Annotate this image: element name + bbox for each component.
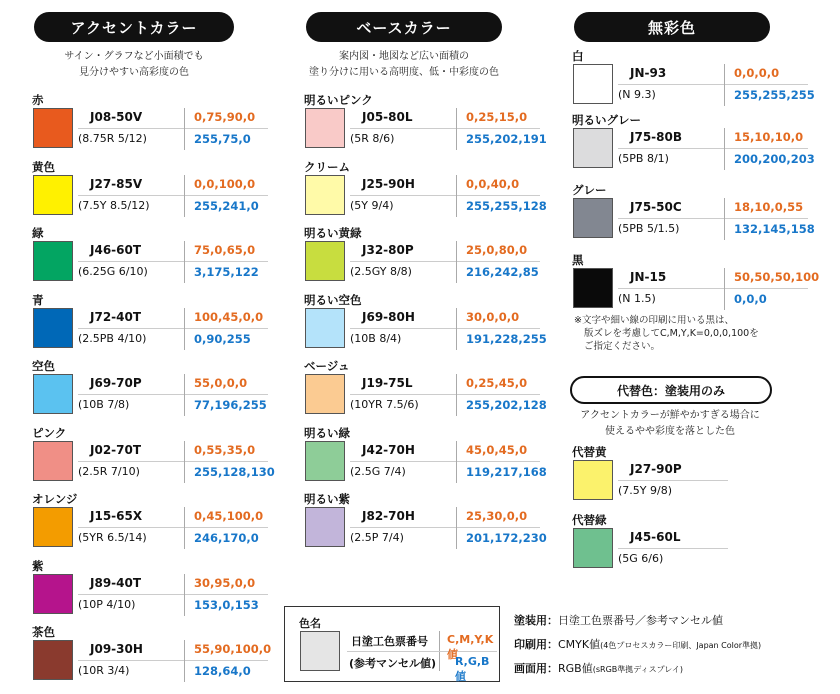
- color-entry: [32, 491, 272, 557]
- divider: [724, 128, 725, 170]
- usage-text: CMYK値: [558, 638, 601, 651]
- divider: [350, 461, 540, 462]
- color-name: 明るいピンク: [304, 93, 373, 107]
- cmyk-value: 0,55,35,0: [194, 442, 256, 457]
- divider: [618, 148, 808, 149]
- munsell-value: (N 1.5): [618, 292, 656, 305]
- divider: [456, 374, 457, 416]
- color-name: 代替黄: [572, 445, 607, 459]
- divider: [618, 548, 728, 549]
- divider: [184, 374, 185, 416]
- legend-name: 色名: [299, 617, 321, 630]
- color-entry: [32, 558, 272, 624]
- munsell-value: (5Y 9/4): [350, 198, 394, 212]
- legend-rgb: R,G,B値: [455, 655, 490, 683]
- legend-munsell: (参考マンセル値): [349, 657, 437, 670]
- color-code: J32-80P: [362, 243, 414, 257]
- divider: [78, 261, 268, 262]
- color-code: J09-30H: [90, 642, 143, 656]
- divider: [350, 128, 540, 129]
- color-code: J27-85V: [90, 176, 143, 191]
- color-code: J27-90P: [630, 462, 682, 476]
- color-name: 明るいグレー: [572, 113, 641, 127]
- munsell-value: (5YR 6.5/14): [78, 531, 147, 544]
- divider: [78, 394, 268, 395]
- color-code: J45-60L: [630, 530, 681, 544]
- color-swatch: [305, 308, 345, 348]
- cmyk-value: 25,0,80,0: [466, 243, 528, 257]
- rgb-value: 255,241,0: [194, 198, 259, 213]
- cmyk-value: 0,0,40,0: [466, 176, 520, 191]
- color-code: J75-80B: [630, 130, 682, 144]
- rgb-value: 77,196,255: [194, 398, 267, 412]
- color-swatch: [573, 64, 613, 104]
- color-code: J72-40T: [90, 309, 142, 324]
- color-entry: [32, 358, 272, 424]
- munsell-value: (10P 4/10): [78, 597, 136, 611]
- munsell-value: (10R 3/4): [78, 664, 130, 677]
- munsell-value: (5G 6/6): [618, 552, 664, 565]
- base-section-title: ベースカラー: [306, 12, 502, 42]
- color-entry: [304, 358, 547, 424]
- color-entry: [572, 112, 815, 178]
- achromatic-section-title: 無彩色: [574, 12, 770, 42]
- cmyk-value: 0,25,15,0: [466, 110, 528, 124]
- divider: [78, 527, 268, 528]
- divider: [184, 507, 185, 549]
- divider: [724, 64, 725, 106]
- divider: [350, 195, 540, 196]
- divider: [184, 441, 185, 483]
- rgb-value: 246,170,0: [194, 531, 259, 545]
- rgb-value: 128,64,0: [194, 664, 251, 678]
- base-subtitle-line: 案内図・地図など広い面積の: [339, 51, 469, 62]
- divider: [618, 84, 808, 85]
- legend-cmyk: C,M,Y,K値: [447, 633, 494, 661]
- color-code: J69-80H: [362, 309, 415, 324]
- munsell-value: (10B 7/8): [78, 398, 130, 411]
- color-name: 黒: [572, 253, 584, 267]
- color-swatch: [33, 507, 73, 547]
- color-swatch: [305, 507, 345, 547]
- usage-note: (sRGB準拠ディスプレイ): [592, 665, 684, 674]
- color-entry: [32, 425, 275, 491]
- color-name: ベージュ: [304, 359, 350, 373]
- color-code: JN-15: [630, 270, 667, 284]
- munsell-value: (7.5Y 9/8): [618, 484, 672, 497]
- rgb-value: 119,217,168: [466, 464, 547, 479]
- rgb-value: 255,255,255: [734, 88, 815, 102]
- munsell-value: (2.5G 7/4): [350, 464, 406, 478]
- color-name: 赤: [32, 93, 44, 107]
- usage-text: 日塗工色票番号／参考マンセル値: [558, 614, 723, 627]
- cmyk-value: 0,25,45,0: [466, 376, 528, 390]
- usage-label: 画面用：: [514, 662, 558, 675]
- legend-box: [284, 606, 500, 682]
- color-swatch: [33, 308, 73, 348]
- color-entry: [304, 292, 547, 358]
- color-code: J82-70H: [362, 509, 415, 523]
- divider: [456, 108, 457, 150]
- color-swatch: [33, 640, 73, 680]
- color-entry: [304, 491, 547, 557]
- cmyk-value: 0,0,0,0: [734, 66, 780, 80]
- rgb-value: 255,255,128: [466, 198, 547, 213]
- divider: [456, 507, 457, 549]
- usage-line: [514, 612, 723, 628]
- color-name: 黄色: [32, 159, 55, 174]
- rgb-value: 0,90,255: [194, 331, 251, 346]
- color-swatch: [33, 108, 73, 148]
- color-swatch: [305, 108, 345, 148]
- color-code: J08-50V: [90, 110, 143, 124]
- color-entry: [32, 225, 272, 291]
- usage-label: 印刷用：: [514, 638, 558, 651]
- color-code: J19-75L: [362, 376, 413, 390]
- rgb-value: 200,200,203: [734, 152, 815, 166]
- usage-line: [514, 660, 683, 676]
- color-swatch: [33, 574, 73, 614]
- color-name: グレー: [572, 183, 607, 197]
- divider: [456, 175, 457, 217]
- divider: [184, 308, 185, 350]
- black-note-line: ※文字や細い線の印刷に用いる黒は、: [574, 315, 734, 326]
- rgb-value: 255,75,0: [194, 132, 251, 146]
- usage-label: 塗装用：: [514, 614, 558, 627]
- divider: [724, 268, 725, 310]
- color-swatch: [573, 198, 613, 238]
- divider: [78, 594, 268, 595]
- cmyk-value: 75,0,65,0: [194, 243, 256, 257]
- cmyk-value: 30,95,0,0: [194, 575, 256, 590]
- substitute-subtitle-line: アクセントカラーが鮮やかすぎる場合に: [580, 410, 760, 421]
- rgb-value: 153,0,153: [194, 597, 259, 612]
- cmyk-value: 18,10,0,55: [734, 200, 804, 214]
- munsell-value: (7.5Y 8.5/12): [78, 198, 150, 212]
- munsell-value: (2.5R 7/10): [78, 464, 140, 478]
- divider: [456, 441, 457, 483]
- color-name: 紫: [32, 558, 44, 573]
- divider: [350, 527, 540, 528]
- cmyk-value: 50,50,50,100: [734, 270, 820, 284]
- cmyk-value: 25,30,0,0: [466, 509, 528, 523]
- legend-swatch: [300, 631, 340, 671]
- divider: [78, 328, 268, 329]
- munsell-value: (8.75R 5/12): [78, 132, 147, 145]
- color-entry: [32, 159, 272, 225]
- rgb-value: 0,0,0: [734, 292, 767, 306]
- substitute-subtitle-line: 使えるやや彩度を落とした色: [605, 426, 735, 437]
- divider: [78, 195, 268, 196]
- color-name: ピンク: [32, 425, 67, 440]
- color-name: 明るい緑: [304, 425, 350, 440]
- divider: [350, 261, 540, 262]
- color-code: J42-70H: [362, 442, 415, 457]
- munsell-value: (10YR 7.5/6): [350, 398, 419, 411]
- color-entry: [304, 92, 547, 158]
- divider: [456, 308, 457, 350]
- color-name: 明るい紫: [304, 492, 350, 506]
- divider: [184, 241, 185, 283]
- cmyk-value: 55,90,100,0: [194, 642, 272, 656]
- divider: [184, 175, 185, 217]
- munsell-value: (N 9.3): [618, 88, 656, 101]
- rgb-value: 216,242,85: [466, 265, 539, 279]
- color-swatch: [33, 241, 73, 281]
- color-code: J75-50C: [630, 200, 682, 214]
- munsell-value: (6.25G 6/10): [78, 265, 148, 278]
- divider: [724, 198, 725, 240]
- divider: [350, 328, 540, 329]
- base-subtitle-line: 塗り分けに用いる高明度、低・中彩度の色: [309, 67, 499, 78]
- color-entry: [572, 444, 812, 510]
- color-swatch: [305, 374, 345, 414]
- usage-text: RGB値: [558, 662, 593, 675]
- rgb-value: 255,202,128: [466, 398, 547, 412]
- color-entry: [32, 292, 272, 358]
- divider: [618, 218, 808, 219]
- color-code: J69-70P: [90, 376, 142, 390]
- color-swatch: [33, 374, 73, 414]
- cmyk-value: 0,0,100,0: [194, 176, 256, 191]
- color-swatch: [573, 128, 613, 168]
- color-code: J25-90H: [362, 176, 415, 191]
- cmyk-value: 0,45,100,0: [194, 509, 264, 523]
- color-name: 青: [32, 292, 44, 307]
- color-entry: [32, 624, 272, 690]
- color-entry: [572, 252, 820, 318]
- color-name: クリーム: [304, 159, 350, 174]
- color-name: 代替緑: [572, 513, 607, 527]
- divider: [78, 660, 268, 661]
- color-code: J02-70T: [90, 442, 142, 457]
- color-entry: [32, 92, 272, 158]
- color-swatch: [33, 175, 73, 215]
- munsell-value: (2.5P 7/4): [350, 531, 404, 544]
- color-swatch: [305, 441, 345, 481]
- munsell-value: (2.5GY 8/8): [350, 265, 412, 278]
- cmyk-value: 55,0,0,0: [194, 376, 248, 390]
- divider: [184, 640, 185, 682]
- accent-subtitle-line: サイン・グラフなど小面積でも: [64, 51, 204, 62]
- color-code: J05-80L: [362, 110, 413, 124]
- munsell-value: (5R 8/6): [350, 132, 395, 145]
- divider: [350, 394, 540, 395]
- color-entry: [572, 512, 812, 578]
- color-name: オレンジ: [32, 492, 78, 506]
- color-swatch: [305, 175, 345, 215]
- cmyk-value: 30,0,0,0: [466, 309, 520, 324]
- accent-subtitle-line: 見分けやすい高彩度の色: [79, 67, 189, 78]
- divider: [618, 288, 808, 289]
- color-code: J46-60T: [90, 243, 142, 257]
- cmyk-value: 45,0,45,0: [466, 442, 528, 457]
- legend-code: 日塗工色票番号: [351, 635, 428, 648]
- color-name: 明るい黄緑: [304, 226, 362, 240]
- cmyk-value: 0,75,90,0: [194, 110, 256, 124]
- color-name: 白: [572, 49, 584, 63]
- color-entry: [304, 425, 547, 491]
- divider: [618, 480, 728, 481]
- color-entry: [572, 48, 815, 114]
- rgb-value: 255,202,191: [466, 132, 547, 146]
- usage-line: [514, 636, 761, 652]
- cmyk-value: 15,10,10,0: [734, 130, 804, 144]
- accent-section-title: アクセントカラー: [34, 12, 234, 42]
- divider: [184, 574, 185, 616]
- divider: [456, 241, 457, 283]
- rgb-value: 191,228,255: [466, 331, 547, 346]
- color-code: J15-65X: [90, 509, 143, 523]
- usage-note: (4色プロセスカラー印刷、Japan Color準拠): [600, 641, 762, 650]
- rgb-value: 3,175,122: [194, 265, 259, 279]
- divider: [184, 108, 185, 150]
- rgb-value: 255,128,130: [194, 464, 275, 479]
- color-swatch: [305, 241, 345, 281]
- color-entry: [572, 182, 815, 248]
- color-entry: [304, 159, 547, 225]
- color-name: 明るい空色: [304, 292, 362, 307]
- munsell-value: (5PB 5/1.5): [618, 222, 680, 235]
- rgb-value: 132,145,158: [734, 222, 815, 236]
- munsell-value: (5PB 8/1): [618, 152, 669, 165]
- divider: [78, 128, 268, 129]
- color-code: JN-93: [630, 66, 667, 80]
- color-swatch: [573, 268, 613, 308]
- rgb-value: 201,172,230: [466, 531, 547, 545]
- black-note-line: 版ズレを考慮してC,M,Y,K=0,0,0,100を: [584, 328, 759, 339]
- color-name: 空色: [32, 359, 55, 373]
- color-swatch: [33, 441, 73, 481]
- color-name: 緑: [32, 226, 44, 240]
- color-swatch: [573, 528, 613, 568]
- munsell-value: (10B 8/4): [350, 331, 402, 345]
- black-note-line: ご指定ください。: [584, 341, 661, 352]
- divider: [78, 461, 268, 462]
- cmyk-value: 100,45,0,0: [194, 309, 264, 324]
- substitute-section-title: 代替色：塗装用のみ: [570, 376, 772, 404]
- color-swatch: [573, 460, 613, 500]
- color-code: J89-40T: [90, 575, 142, 590]
- munsell-value: (2.5PB 4/10): [78, 331, 147, 345]
- color-entry: [304, 225, 544, 291]
- color-name: 茶色: [32, 625, 55, 639]
